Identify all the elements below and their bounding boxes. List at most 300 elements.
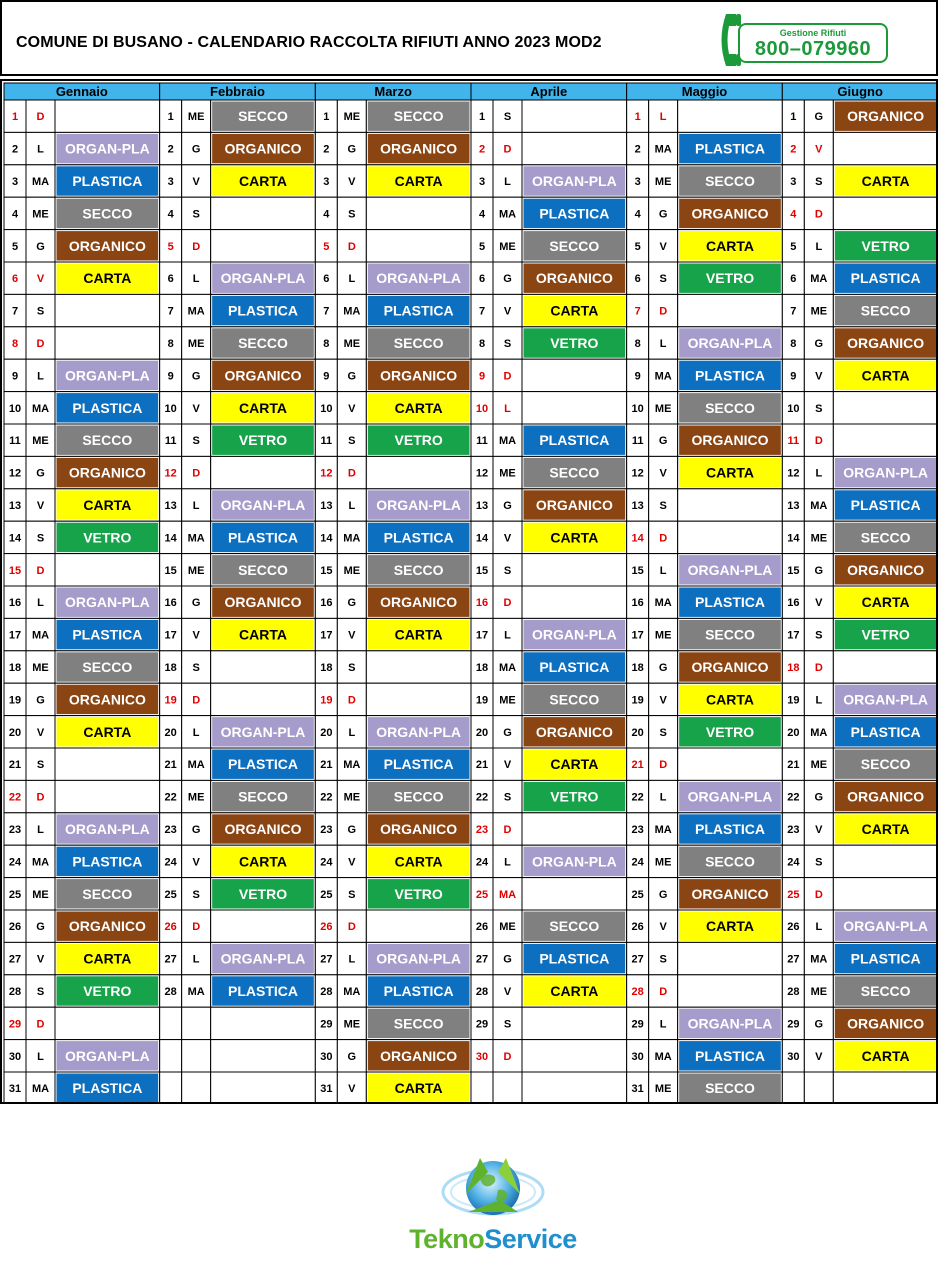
- weekday-abbrev: D: [503, 370, 512, 383]
- day-number: 1: [478, 111, 486, 124]
- weekday-abbrev: ME: [187, 111, 205, 124]
- day-number: 10: [320, 402, 333, 415]
- weekday-abbrev: L: [659, 1018, 667, 1031]
- day-number: 17: [787, 629, 800, 642]
- day-number: 19: [8, 694, 22, 707]
- day-number: 9: [11, 370, 19, 383]
- weekday-abbrev: ME: [187, 564, 205, 577]
- weekday-abbrev: S: [659, 726, 667, 739]
- weekday-abbrev: MA: [810, 953, 828, 966]
- day-number: 23: [8, 824, 22, 836]
- collection-label: ORGAN-PLA: [376, 950, 462, 967]
- weekday-abbrev: D: [503, 824, 512, 836]
- weekday-abbrev: ME: [499, 240, 516, 253]
- weekday-abbrev: S: [192, 662, 200, 674]
- weekday-abbrev: V: [348, 856, 356, 869]
- weekday-cell: [804, 1072, 833, 1104]
- weekday-abbrev: D: [503, 143, 512, 156]
- collection-label: SECCO: [860, 983, 911, 999]
- day-number: 12: [8, 467, 22, 480]
- weekday-abbrev: L: [504, 402, 511, 415]
- collection-label: SECCO: [238, 561, 288, 578]
- weekday-abbrev: G: [814, 1018, 824, 1031]
- weekday-abbrev: D: [347, 240, 356, 253]
- day-number: 5: [478, 240, 486, 253]
- weekday-abbrev: L: [815, 467, 823, 480]
- collection-label: CARTA: [83, 950, 132, 967]
- collection-label: CARTA: [861, 821, 910, 837]
- collection-cell: [522, 132, 627, 164]
- weekday-abbrev: ME: [654, 176, 672, 188]
- weekday-abbrev: D: [192, 467, 201, 480]
- day-number: 24: [8, 856, 22, 869]
- day-number: 14: [164, 532, 177, 545]
- weekday-abbrev: ME: [343, 338, 361, 350]
- weekday-abbrev: D: [36, 564, 45, 577]
- weekday-abbrev: MA: [343, 305, 361, 318]
- day-number: 18: [320, 662, 333, 674]
- weekday-abbrev: V: [659, 467, 667, 480]
- day-number: 2: [790, 143, 797, 156]
- day-number: 17: [320, 629, 333, 642]
- collection-label: SECCO: [549, 237, 600, 254]
- day-number: 21: [320, 759, 333, 772]
- collection-cell: [366, 683, 471, 715]
- collection-label: SECCO: [549, 464, 600, 481]
- day-number: 20: [787, 726, 800, 739]
- weekday-abbrev: ME: [32, 662, 49, 674]
- weekday-cell: [182, 1040, 211, 1072]
- collection-cell: [522, 1007, 627, 1039]
- weekday-abbrev: G: [658, 662, 668, 674]
- day-number: 22: [164, 791, 177, 804]
- collection-cell: [833, 132, 938, 164]
- weekday-abbrev: G: [503, 726, 512, 739]
- weekday-abbrev: S: [192, 888, 200, 901]
- weekday-abbrev: S: [348, 435, 356, 448]
- day-number: 8: [634, 338, 641, 350]
- day-number: 2: [323, 143, 330, 156]
- weekday-abbrev: S: [659, 500, 667, 512]
- day-number: 27: [164, 953, 177, 966]
- weekday-abbrev: ME: [343, 564, 361, 577]
- day-number: 14: [475, 532, 489, 545]
- day-number-cell: [160, 1072, 182, 1104]
- day-number: 4: [478, 208, 486, 221]
- collection-label: CARTA: [239, 853, 287, 870]
- weekday-abbrev: G: [814, 564, 824, 577]
- collection-label: PLASTICA: [72, 1080, 143, 1097]
- collection-label: PLASTICA: [383, 756, 454, 773]
- weekday-abbrev: ME: [810, 305, 828, 318]
- collection-label: SECCO: [82, 205, 133, 222]
- weekday-abbrev: G: [347, 824, 357, 836]
- weekday-abbrev: S: [815, 629, 823, 642]
- day-number: 4: [790, 208, 797, 221]
- day-number: 21: [475, 759, 489, 772]
- weekday-abbrev: MA: [654, 143, 672, 156]
- weekday-abbrev: G: [36, 921, 45, 934]
- weekday-abbrev: D: [814, 662, 823, 674]
- collection-cell: [522, 554, 627, 586]
- day-number: 4: [323, 208, 330, 221]
- collection-label: ORGANICO: [380, 594, 458, 611]
- collection-cell: [678, 975, 783, 1007]
- day-number: 14: [320, 532, 333, 545]
- day-number: 23: [631, 824, 644, 836]
- weekday-abbrev: V: [192, 176, 200, 188]
- collection-label: ORGAN-PLA: [531, 626, 617, 643]
- weekday-abbrev: MA: [31, 1083, 50, 1096]
- collection-label: ORGAN-PLA: [843, 691, 929, 708]
- day-number: 10: [164, 402, 177, 415]
- day-number: 2: [634, 143, 641, 156]
- weekday-abbrev: V: [192, 629, 200, 642]
- day-number: 12: [787, 467, 800, 480]
- weekday-abbrev: S: [503, 564, 512, 577]
- day-number: 30: [631, 1050, 644, 1063]
- day-number: 18: [475, 662, 489, 674]
- day-number: 12: [164, 467, 177, 480]
- collection-cell: [211, 456, 316, 488]
- collection-label: CARTA: [550, 756, 599, 773]
- day-number: 24: [787, 856, 800, 869]
- collection-cell: [211, 910, 316, 942]
- weekday-abbrev: MA: [654, 370, 672, 383]
- collection-cell: [522, 100, 627, 132]
- collection-label: CARTA: [394, 626, 443, 643]
- phone-frame: [738, 23, 888, 63]
- globe-recycle-icon: [388, 1150, 598, 1228]
- collection-cell: [522, 813, 627, 845]
- collection-label: ORGANICO: [68, 918, 146, 935]
- weekday-abbrev: ME: [187, 791, 205, 804]
- collection-label: PLASTICA: [228, 529, 298, 546]
- collection-label: PLASTICA: [228, 302, 298, 319]
- collection-cell: [833, 424, 938, 456]
- collection-label: VETRO: [550, 335, 599, 351]
- day-number: 30: [787, 1050, 800, 1063]
- weekday-abbrev: L: [37, 143, 44, 156]
- calendar-grid: [0, 79, 938, 1104]
- month-name: Maggio: [681, 84, 728, 99]
- day-number: 11: [164, 435, 177, 448]
- weekday-abbrev: L: [815, 240, 823, 253]
- day-number: 17: [475, 629, 489, 642]
- collection-label: PLASTICA: [228, 983, 298, 999]
- weekday-abbrev: V: [348, 402, 356, 415]
- collection-cell: [678, 521, 783, 553]
- weekday-abbrev: S: [503, 791, 512, 804]
- day-number: 14: [787, 532, 800, 545]
- collection-label: ORGANICO: [691, 885, 769, 902]
- day-number: 26: [475, 921, 489, 934]
- weekday-abbrev: S: [815, 176, 823, 188]
- weekday-abbrev: MA: [654, 597, 672, 610]
- collection-label: SECCO: [393, 335, 444, 351]
- collection-label: ORGAN-PLA: [687, 335, 773, 351]
- day-number: 27: [320, 953, 333, 966]
- brand-part-service: Service: [484, 1224, 577, 1254]
- weekday-abbrev: ME: [499, 467, 516, 480]
- month-name: Gennaio: [55, 84, 108, 99]
- weekday-abbrev: V: [36, 726, 45, 739]
- weekday-abbrev: ME: [343, 791, 361, 804]
- weekday-abbrev: V: [815, 370, 823, 383]
- month-name: Febbraio: [210, 84, 265, 99]
- weekday-abbrev: ME: [32, 435, 49, 448]
- weekday-abbrev: V: [192, 856, 200, 869]
- collection-label: CARTA: [239, 173, 287, 189]
- day-number: 17: [631, 629, 644, 642]
- collection-label: ORGAN-PLA: [376, 723, 462, 740]
- day-number: 6: [478, 273, 486, 286]
- weekday-abbrev: MA: [654, 824, 672, 836]
- collection-label: SECCO: [393, 108, 444, 125]
- day-number: 15: [631, 564, 644, 577]
- weekday-abbrev: L: [504, 176, 511, 188]
- collection-cell: [833, 1072, 938, 1104]
- day-number: 8: [478, 338, 486, 350]
- collection-label: SECCO: [705, 173, 755, 189]
- collection-label: PLASTICA: [695, 594, 765, 611]
- day-number: 25: [320, 888, 333, 901]
- collection-label: PLASTICA: [850, 723, 921, 740]
- collection-label: ORGAN-PLA: [220, 723, 306, 740]
- phone-number: 800–079960: [754, 38, 872, 60]
- collection-label: SECCO: [860, 302, 911, 319]
- collection-cell: [211, 651, 316, 683]
- weekday-abbrev: S: [815, 856, 823, 869]
- day-number: 29: [475, 1018, 489, 1031]
- weekday-abbrev: S: [503, 111, 512, 124]
- collection-cell: [211, 683, 316, 715]
- day-number-cell: [782, 1072, 804, 1104]
- weekday-abbrev: ME: [654, 856, 672, 869]
- collection-label: ORGANICO: [224, 140, 302, 157]
- weekday-abbrev: V: [36, 953, 45, 966]
- day-number: 8: [790, 338, 797, 350]
- day-number: 30: [475, 1050, 489, 1063]
- collection-cell: [833, 878, 938, 910]
- collection-label: CARTA: [239, 399, 287, 416]
- weekday-abbrev: L: [659, 564, 667, 577]
- day-number: 4: [11, 208, 19, 221]
- day-number: 3: [167, 176, 174, 188]
- collection-label: PLASTICA: [539, 432, 610, 449]
- weekday-abbrev: ME: [654, 629, 672, 642]
- collection-label: SECCO: [393, 1015, 444, 1032]
- day-number: 26: [787, 921, 800, 934]
- day-number: 22: [787, 791, 800, 804]
- day-number: 4: [167, 208, 174, 221]
- collection-cell: [211, 1040, 316, 1072]
- collection-label: SECCO: [705, 399, 755, 416]
- day-number: 17: [8, 629, 22, 642]
- collection-label: CARTA: [550, 529, 599, 546]
- day-number: 3: [634, 176, 641, 188]
- collection-label: SECCO: [705, 853, 755, 870]
- collection-cell: [55, 294, 160, 326]
- weekday-abbrev: S: [192, 435, 200, 448]
- collection-label: PLASTICA: [695, 821, 765, 837]
- day-number: 31: [631, 1083, 644, 1096]
- weekday-abbrev: MA: [31, 629, 50, 642]
- collection-cell: [211, 1072, 316, 1104]
- weekday-abbrev: S: [348, 662, 356, 674]
- collection-label: CARTA: [550, 983, 599, 999]
- weekday-abbrev: D: [814, 208, 823, 221]
- collection-label: PLASTICA: [539, 950, 610, 967]
- weekday-abbrev: L: [192, 726, 200, 739]
- collection-label: SECCO: [860, 529, 911, 546]
- weekday-abbrev: G: [658, 435, 668, 448]
- weekday-abbrev: MA: [498, 435, 517, 448]
- weekday-abbrev: G: [503, 500, 512, 512]
- day-number: 27: [8, 953, 22, 966]
- collection-label: ORGANICO: [535, 723, 613, 740]
- day-number: 16: [164, 597, 177, 610]
- day-number: 8: [323, 338, 330, 350]
- collection-label: CARTA: [861, 594, 910, 611]
- day-number: 19: [475, 694, 489, 707]
- day-number: 22: [475, 791, 489, 804]
- weekday-abbrev: G: [36, 240, 45, 253]
- weekday-abbrev: S: [192, 208, 200, 221]
- day-number: 1: [167, 111, 174, 124]
- weekday-cell: [493, 1072, 522, 1104]
- weekday-abbrev: ME: [810, 759, 828, 772]
- weekday-abbrev: V: [659, 921, 667, 934]
- weekday-abbrev: G: [36, 467, 45, 480]
- day-number: 12: [631, 467, 644, 480]
- weekday-abbrev: S: [503, 338, 512, 350]
- day-number: 29: [631, 1018, 644, 1031]
- weekday-abbrev: S: [348, 888, 356, 901]
- collection-label: ORGAN-PLA: [220, 270, 306, 287]
- day-number: 8: [11, 338, 19, 350]
- collection-label: PLASTICA: [228, 756, 298, 773]
- weekday-abbrev: ME: [343, 111, 361, 124]
- day-number: 11: [476, 435, 488, 448]
- weekday-abbrev: D: [36, 791, 45, 804]
- day-number: 5: [790, 240, 797, 253]
- day-number: 16: [787, 597, 800, 610]
- collection-label: CARTA: [861, 173, 910, 189]
- weekday-abbrev: D: [503, 597, 512, 610]
- collection-cell: [55, 1007, 160, 1039]
- day-number: 25: [8, 888, 22, 901]
- collection-label: SECCO: [860, 756, 911, 773]
- weekday-abbrev: ME: [32, 888, 49, 901]
- weekday-abbrev: G: [658, 208, 668, 221]
- collection-label: CARTA: [706, 691, 754, 708]
- day-number: 15: [787, 564, 800, 577]
- collection-cell: [366, 910, 471, 942]
- collection-cell: [678, 748, 783, 780]
- day-number: 29: [787, 1018, 800, 1031]
- weekday-abbrev: D: [36, 1018, 45, 1031]
- day-number: 19: [164, 694, 177, 707]
- weekday-abbrev: S: [36, 305, 45, 318]
- day-number: 9: [167, 370, 174, 383]
- collection-label: PLASTICA: [695, 1047, 765, 1064]
- weekday-cell: [182, 1007, 211, 1039]
- weekday-abbrev: L: [192, 273, 200, 286]
- day-number: 18: [8, 662, 22, 674]
- weekday-abbrev: D: [36, 111, 45, 124]
- weekday-abbrev: G: [347, 597, 357, 610]
- collection-label: ORGAN-PLA: [64, 594, 150, 611]
- page-title: COMUNE DI BUSANO - CALENDARIO RACCOLTA RIFIUTI ANNO 2023 MOD2: [16, 34, 602, 51]
- weekday-abbrev: G: [347, 143, 357, 156]
- weekday-abbrev: G: [347, 370, 357, 383]
- weekday-abbrev: S: [36, 759, 45, 772]
- collection-label: ORGANICO: [380, 821, 458, 837]
- weekday-abbrev: ME: [810, 986, 828, 998]
- weekday-abbrev: MA: [498, 888, 517, 901]
- weekday-abbrev: MA: [810, 273, 828, 286]
- day-number: 7: [323, 305, 330, 318]
- weekday-abbrev: V: [659, 694, 667, 707]
- day-number: 20: [164, 726, 177, 739]
- day-number: 1: [790, 111, 797, 124]
- weekday-abbrev: MA: [187, 759, 205, 772]
- day-number: 3: [478, 176, 486, 188]
- weekday-abbrev: V: [36, 500, 45, 512]
- day-number: 13: [787, 500, 800, 512]
- collection-label: CARTA: [394, 399, 443, 416]
- day-number: 30: [8, 1050, 22, 1063]
- weekday-abbrev: L: [192, 500, 200, 512]
- collection-cell: [522, 1072, 627, 1104]
- day-number: 1: [323, 111, 330, 124]
- weekday-abbrev: MA: [31, 176, 50, 188]
- day-number: 20: [8, 726, 22, 739]
- collection-cell: [366, 230, 471, 262]
- weekday-abbrev: D: [659, 986, 668, 998]
- weekday-abbrev: MA: [343, 986, 361, 998]
- collection-cell: [678, 489, 783, 521]
- day-number: 20: [631, 726, 644, 739]
- collection-cell: [366, 651, 471, 683]
- day-number: 30: [320, 1050, 333, 1063]
- weekday-abbrev: MA: [810, 500, 828, 512]
- day-number: 15: [164, 564, 177, 577]
- day-number: 2: [11, 143, 19, 156]
- collection-cell: [678, 294, 783, 326]
- day-number: 22: [320, 791, 333, 804]
- weekday-abbrev: D: [192, 240, 201, 253]
- day-number: 31: [8, 1083, 22, 1096]
- day-number: 13: [631, 500, 644, 512]
- collection-label: PLASTICA: [695, 367, 765, 384]
- collection-label: VETRO: [394, 885, 443, 902]
- weekday-abbrev: D: [659, 532, 668, 545]
- day-number: 1: [634, 111, 641, 124]
- collection-label: ORGANICO: [847, 108, 925, 125]
- collection-label: CARTA: [706, 237, 754, 254]
- collection-label: ORGANICO: [847, 561, 925, 578]
- day-number: 12: [475, 467, 489, 480]
- weekday-abbrev: ME: [343, 1018, 361, 1031]
- day-number: 28: [320, 986, 333, 998]
- weekday-abbrev: V: [503, 759, 512, 772]
- weekday-abbrev: V: [659, 240, 667, 253]
- collection-label: ORGAN-PLA: [843, 918, 929, 935]
- day-number: 2: [478, 143, 486, 156]
- day-number: 13: [320, 500, 333, 512]
